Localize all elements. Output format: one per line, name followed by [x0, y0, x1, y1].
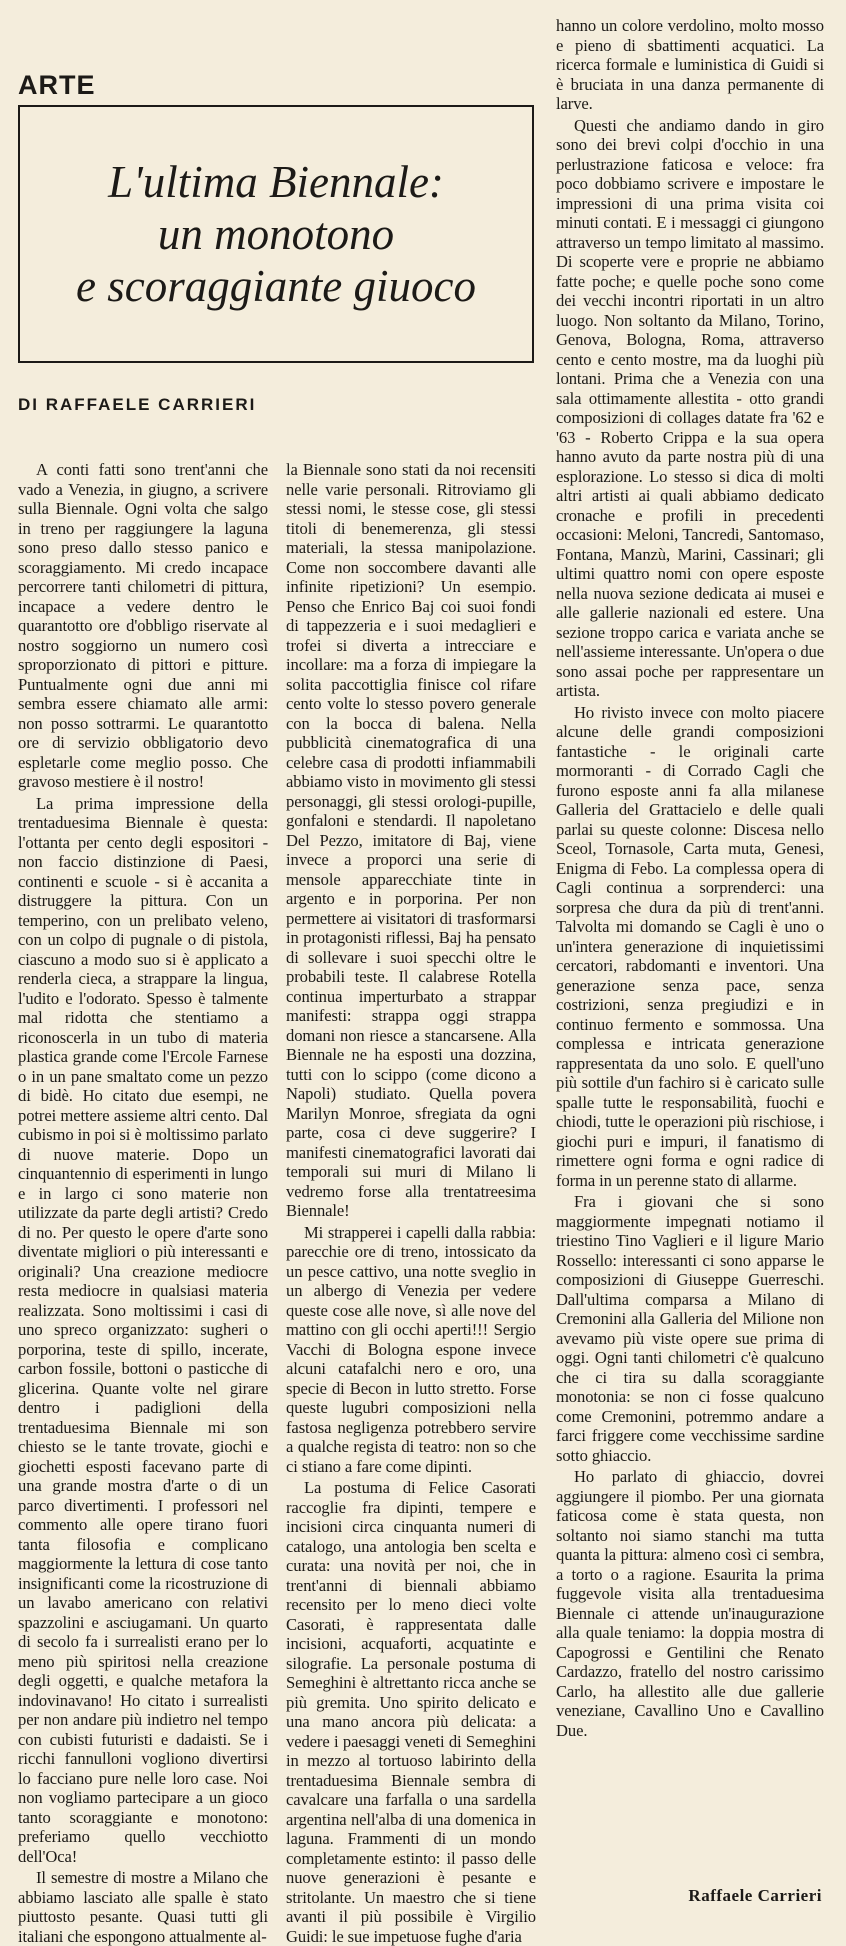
text-column-1: [18, 460, 268, 1946]
paragraph: Mi strapperei i capelli dalla rabbia: parecchie ore di treno, intossicato da un pesce cattivo, una notte sveglio in un albergo di Venezia per vedere queste cose alle nove, sì alle nove del mattino con gli occhi aperti!!! Sergio Vacchi di Bologna espone invece alcuni catafalchi nero e oro, una specie di Becon in lutto stretto. Forse queste lugubri composizioni nella fastosa negligenza potrebbero servire a qualche regista di teatro: non so che ci stiano a fare come dipinti.: [286, 1222, 536, 1476]
paragraph: Questi che andiamo dando in giro sono dei brevi colpi d'occhio in una perlustrazione faticosa e veloce: fra poco dobbiamo scrivere e impostare le impressioni di una prima visita coi minuti contati. E i messaggi ci giungono attraverso un tempo limitato al massimo. Di scoperte vere e proprie ne abbiamo fatte poche; e quelle poche sono come dei vecchi incontri riportati in un altro luogo. Non soltanto da Milano, Torino, Genova, Bologna, Roma, attraverso cento e cento mostre, ma da luoghi più lontani. Prima che a Venezia con una sala ottimamente allestita - otto grandi composizioni di collages datate fra '62 e '63 - Roberto Crippa e la sua opera hanno avuto da parte nostra più di una esplorazione. Lo stesso si dica di molti altri artisti ai quali abbiamo dedicato cronache e profili in precedenti occasioni: Meloni, Tancredi, Santomaso, Fontana, Manzù, Marini, Cassinari; gli ultimi quattro nomi con opere esposte nella nuova sezione dedicata ai musei e alle gallerie nazionali ed estere. Una sezione troppo carica e variata anche se nell'assieme interessante. Un'opera o due sono assai poche per rappresentare un artista.: [556, 115, 824, 700]
text-column-2: [286, 460, 536, 1946]
paragraph: Ho parlato di ghiaccio, dovrei aggiungere il piombo. Per una giornata faticosa come è stata questa, non soltanto noi siamo stanchi ma tutta quanta la pittura: almeno così ci sembra, a torto o a ragione. Esaurita la prima fuggevole visita alla trentaduesima Biennale ci attende un'inaugurazione alla quale teniamo: la doppia mostra di Capogrossi e Gentilini che Renato Cardazzo, fratello del nostro carissimo Carlo, ha allestito alle due gallerie veneziane, Cavallino Uno e Cavallino Due.: [556, 1467, 824, 1740]
paragraph: Il semestre di mostre a Milano che abbiamo lasciato alle spalle è stato piuttosto pesante. Quasi tutti gli italiani che espongono attualmente al-: [18, 1868, 268, 1946]
paragraph: La prima impressione della trentaduesima Biennale è questa: l'ottanta per cento degli espositori - non faccio distinzione di Paesi, continenti e scuole - si è accanita a distruggere la pittura. Con un temperino, con un prelibato veleno, con un colpo di pugnale o di pistola, ciascuno a modo suo si è applicato a renderla cieca, a strappare la lingua, l'udito e l'odorato. Spesso è talmente mal ridotta che stentiamo a riconoscerla in un tubo di materia plastica grande come l'Ercole Farnese o in un pane smaltato come un pezzo di bidè. Ho citato due esempi, ne potrei mettere assieme altri cento. Dal cubismo in poi si è moltissimo parlato di nuove materie. Dopo un cinquantennio di esperimenti in lungo e in largo ci sono materie non utilizzate da parte degli artisti? Credo di no. Per questo le opere d'arte sono diventate migliori o più interessanti e originali? Una creazione mediocre resta mediocre in qualsiasi materia realizzata. Sono moltissimi i casi di uno spreco organizzato: sugheri o porporina, teste di spillo, incerate, carbon fossile, bottoni o pasticche di glicerina. Quante volte nel girare dentro i padiglioni della trentaduesima Biennale mi son chiesto se le tante trovate, giochi e giochetti esposti facevano parte di una grande mostra d'arte o di un parco divertimenti. I professori nel commento alle opere tirano fuori tanta filosofia e complicano maggiormente la lettura di cose tanto insignificanti come la ricostruzione di un lavabo americano con relativi spazzolini e asciugamani. Un quarto di secolo fa i surrealisti erano per lo meno più spiritosi nella creazione degli oggetti, e qualche metafora la indovinavano! Ho citato i surrealisti per non andare più indietro nel tempo con cubisti futuristi e dadaisti. Se i ricchi fannulloni vogliono divertirsi lo facciano pure nelle loro case. Noi non vogliamo partecipare a un gioco tanto scoraggiante e monotono: preferiamo quello vecchiotto dell'Oca!: [18, 793, 268, 1866]
headline-line-1: L'ultima Biennale:: [108, 157, 444, 207]
paragraph: hanno un colore verdolino, molto mosso e pieno di sbattimenti acquatici. La ricerca formale e luministica di Guidi si è bruciata in una danza permanente di larve.: [556, 16, 824, 113]
headline-line-2: un monotono: [157, 209, 395, 259]
section-label: ARTE: [18, 70, 96, 100]
headline-line-3: e scoraggiante giuoco: [76, 261, 476, 311]
headline-box: [18, 105, 534, 363]
author-signature: Raffaele Carrieri: [688, 1886, 822, 1905]
paragraph: Ho rivisto invece con molto piacere alcune delle grandi composizioni fantastiche - le originali carte mormoranti - di Corrado Cagli che furono esposte anni fa alla milanese Galleria del Grattacielo e delle quali parlai su queste colonne: Discesa nello Sceol, Tornasole, Carta muta, Genesi, Enigma di Febo. La complessa opera di Cagli continua a sorprenderci: una sorpresa che dura da più di trent'anni. Talvolta mi domando se Cagli è uno o un'intera generazione di inquietissimi cercatori, rabdomanti e inventori. Una generazione senza pace, senza costrizioni, senza pregiudizi e in continuo fermento e sommossa. Una complessa e intricata generazione rappresentata da uno solo. E quell'uno più sottile d'un fachiro si è caricato sulle spalle tutte le responsabilità, fuochi e chiodi, tutte le operazioni più rischiose, i giochi puri e impuri, il fanatismo di rimettere ogni forma e ogni radice di forma in un perenne stato di allarme.: [556, 702, 824, 1190]
paragraph: A conti fatti sono trent'anni che vado a Venezia, in giugno, a scrivere sulla Biennale. Ogni volta che salgo in treno per raggiungere la laguna sono preso dallo stesso panico e scoraggiamento. Mi credo incapace percorrere tanti chilometri di pittura, incapace a vedere dentro le quarantotto ore d'obbligo riservate al nostro soggiorno un numero così sproporzionato di pittori e pitture. Puntualmente ogni due anni mi sembra essere chiamato alle armi: non posso sottrarmi. Le quarantotto ore di servizio obbligatorio devo espletarle come meglio posso. Che gravoso mestiere è il nostro!: [18, 460, 268, 791]
paragraph: Fra i giovani che si sono maggiormente impegnati notiamo il triestino Tino Vaglieri e il ligure Mario Rossello: interessanti ci sono apparse le composizioni di Giuseppe Guerreschi. Dall'ultima comparsa a Milano di Cremonini alla Galleria del Milione non avevamo più viste opere sue prima di oggi. Ogni tanti chilometri c'è qualcuno che ci tira su dalla scoraggiante monotonia: se non ci fosse qualcuno come Cremonini, potremmo andare a farci friggere come vecchissime sardine sotto ghiaccio.: [556, 1192, 824, 1465]
headline: [76, 156, 476, 312]
paragraph: la Biennale sono stati da noi recensiti nelle varie personali. Ritroviamo gli stessi nomi, le stesse cose, gli stessi titoli di benemerenza, gli stessi materiali, la stessa manipolazione. Come non soccombere davanti alle infinite ripetizioni? Un esempio. Penso che Enrico Baj coi suoi fondi di tappezzeria e i suoi medaglieri e trofei si diverta a intrecciare e incollare: ma a forza di impiegare la solita paccottiglia finisce col rifare cento volte lo stesso povero generale con la bocca di balena. Nella pubblicità cinematografica di una celebre casa di prodotti infiammabili abbiamo visto in movimento gli stessi personaggi, gli stessi orologi-pupille, gonfaloni e stendardi. Il napoletano Del Pezzo, imitatore di Baj, viene invece a proporci una serie di mensole apparecchiate tinte in argento e in porporina. Per non permettere ai visitatori di trasformarsi in protagonisti riflessi, Baj ha pensato di sollevare i suoi specchi oltre le probabili teste. Il calabrese Rotella continua imperturbato a strappar manifesti: strappa oggi strappa domani non riesce a stancarsene. Alla Biennale ne ha esposti una dozzina, tutti con lo scippo (come dicono a Napoli) studiato. Quella povera Marilyn Monroe, sfregiata da ogni parte, cosa ci deve suggerire? I manifesti cinematografici lavorati dai temporali sui muri di Milano li vedremo forse alla trentatreesima Biennale!: [286, 460, 536, 1220]
paragraph: La postuma di Felice Casorati raccoglie fra dipinti, tempere e incisioni circa cinquanta numeri di catalogo, una antologia ben scelta e curata: una novità per noi, che in trent'anni di biennali abbiamo recensito per lo meno dieci volte Casorati, è rappresentata dalle incisioni, acquaforti, acquatinte e silografie. La personale postuma di Semeghini è altrettanto ricca anche se più gremita. Uno spirito delicato e una mano ancora più delicata: a vedere i paesaggi veneti di Semeghini in mezzo al tortuoso labirinto della trentaduesima Biennale sembra di cavalcare una farfalla o una sardella argentina nell'alba di una domenica in laguna. Frammenti di un mondo completamente estinto: il passo delle nuove generazioni è pesante e stritolante. Un maestro che si tiene avanti il più possibile è Virgilio Guidi: le sue impetuose fughe d'aria: [286, 1478, 536, 1946]
byline: DI RAFFAELE CARRIERI: [18, 395, 257, 414]
text-column-3: [556, 16, 824, 1740]
